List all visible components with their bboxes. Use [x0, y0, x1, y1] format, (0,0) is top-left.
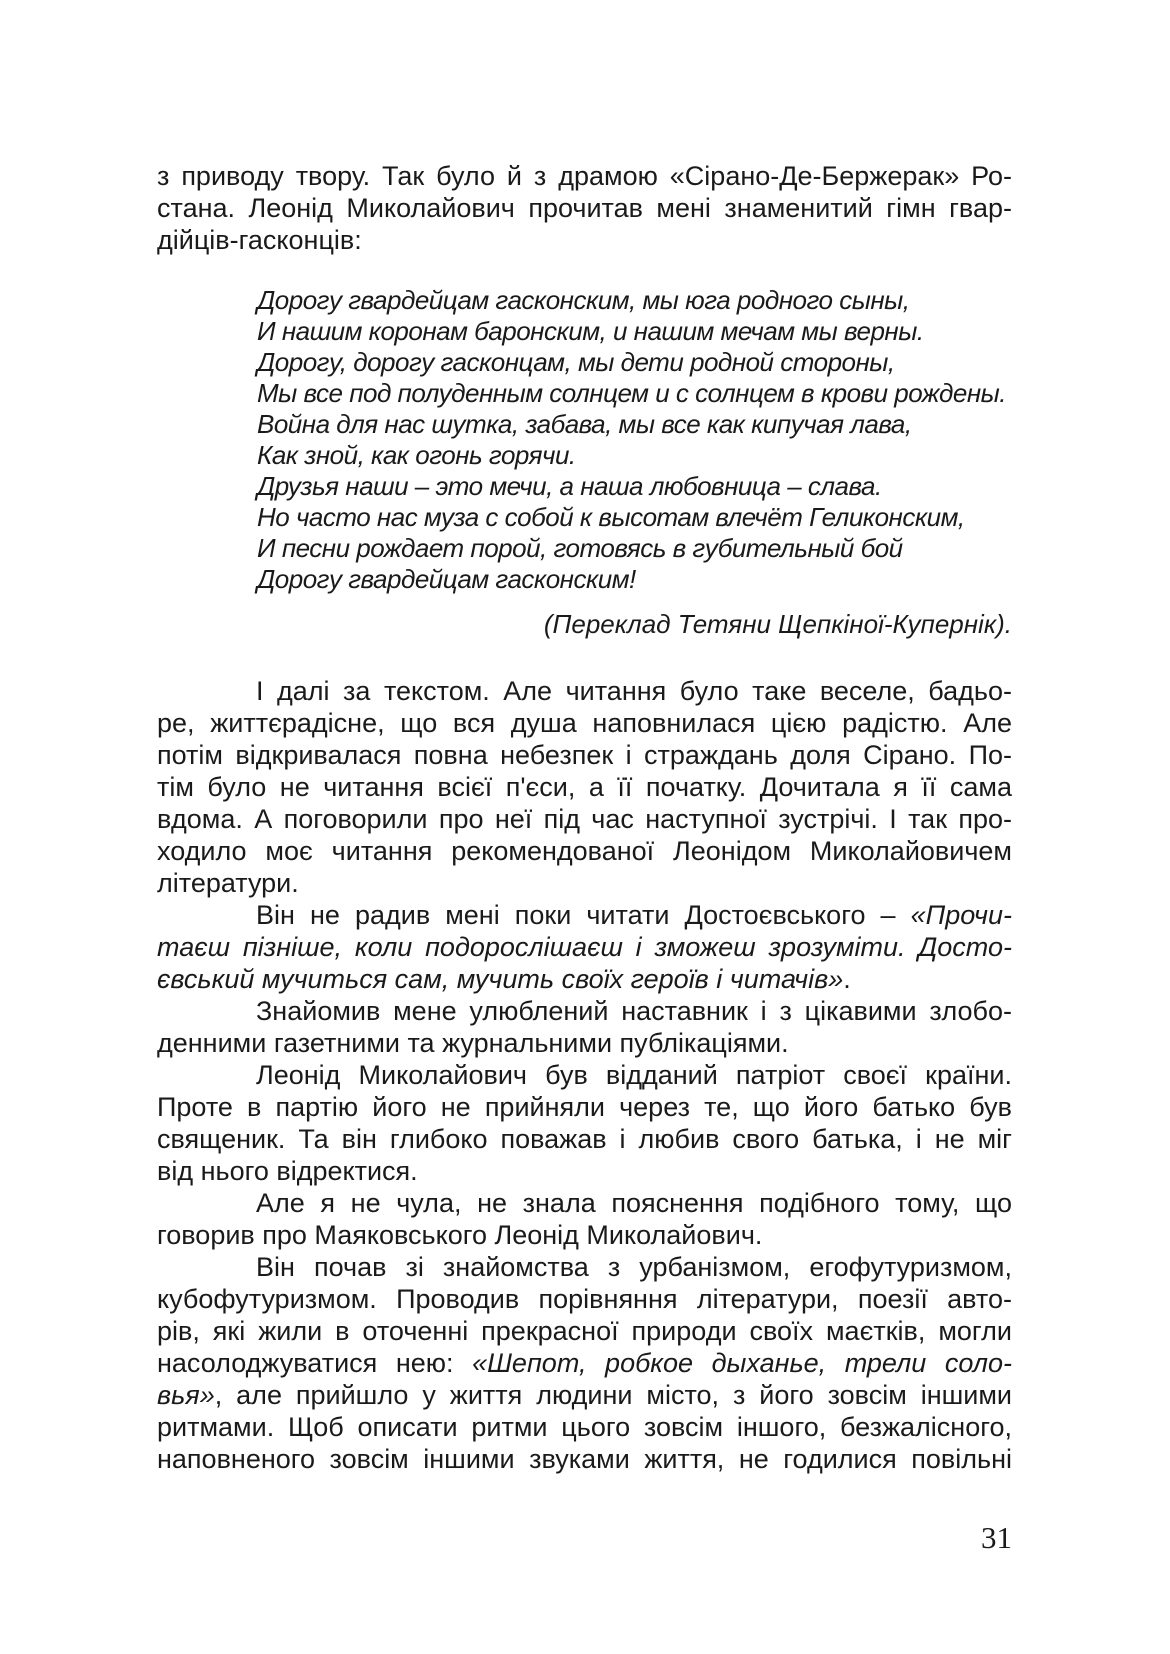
text-line — [157, 1027, 1012, 1059]
translation-attribution: (Переклад Тетяни Щепкіної-Купернік). — [543, 609, 1012, 639]
line-text: насолоджуватися нею: — [157, 1348, 473, 1378]
italic-quote: «Шепот, робкое дыханье, трели соло- — [472, 1348, 1012, 1378]
line-text: літератури. — [157, 868, 299, 898]
text-line: з приводу твору. Так було й з драмою «Сірано-Де-Бержерак» Ро- — [157, 161, 1012, 191]
line-text: тім було не читання всієї п'єси, а її початку. Дочитала я її сама — [157, 772, 1012, 802]
text-line — [157, 931, 1012, 963]
line-text: кубофутуризмом. Проводив порівняння літератури, поезії авто- — [157, 1284, 1012, 1314]
poem-quote — [257, 285, 1017, 595]
italic-quote: таєш пізніше, коли подорослішаєш і зможеш зрозуміти. Досто- — [157, 932, 1012, 962]
text-line — [157, 867, 1012, 899]
line-text: ре, життєрадісне, що вся душа наповнилася цією радістю. Але — [157, 708, 1012, 738]
line-text: Знайомив мене улюблений наставник і з цікавими злобо- — [256, 996, 1012, 1026]
intro-paragraph — [157, 160, 1012, 256]
text-line — [157, 1411, 1012, 1443]
text-line — [157, 963, 1012, 995]
line-text: Проте в партію його не прийняли через те, що його батько був — [157, 1092, 1012, 1122]
page-number: 31 — [981, 1520, 1012, 1555]
line-text: говорив про Маяковського Леонід Миколайович. — [157, 1220, 763, 1250]
text-line — [157, 899, 1012, 931]
line-text: Але я не чула, не знала пояснення подібного тому, що — [256, 1188, 1012, 1218]
line-text: священик. Та він глибоко поважав і любив свого батька, і не міг — [157, 1124, 1012, 1154]
text-line — [157, 1315, 1012, 1347]
italic-quote: євський мучиться сам, мучить своїх героїв і читачів» — [157, 964, 844, 994]
line-text: Леонід Миколайович був відданий патріот своєї країни. — [256, 1060, 1012, 1090]
text-line — [157, 835, 1012, 867]
body-text — [157, 675, 1012, 1475]
text-line — [157, 1059, 1012, 1091]
italic-quote: вья» — [157, 1380, 215, 1410]
text-line — [157, 1091, 1012, 1123]
line-text: рів, які жили в оточенні прекрасної природи своїх маєтків, могли — [157, 1316, 1012, 1346]
poem-verse: И песни рождает порой, готовясь в губительный бой — [257, 533, 903, 563]
line-text: денними газетними та журнальними публікаціями. — [157, 1028, 789, 1058]
italic-quote: «Прочи- — [910, 900, 1012, 930]
text-line — [157, 995, 1012, 1027]
text-line — [157, 803, 1012, 835]
text-line — [157, 1123, 1012, 1155]
line-text: Він не радив мені поки читати Достоєвського – — [256, 900, 911, 930]
line-text: ритмами. Щоб описати ритми цього зовсім іншого, безжалісного, — [157, 1412, 1012, 1442]
poem-verse: Дорогу, дорогу гасконцам, мы дети родной стороны, — [257, 347, 895, 377]
text-line — [157, 707, 1012, 739]
poem-verse: И нашим коронам баронским, и нашим мечам мы верны. — [257, 316, 924, 346]
line-text: ходило моє читання рекомендованої Леонідом Миколайовичем — [157, 836, 1012, 866]
text-line — [157, 1155, 1012, 1187]
text-line — [157, 1347, 1012, 1379]
line-text: від нього відректися. — [157, 1156, 418, 1186]
text-line — [157, 1443, 1012, 1475]
poem-verse: Как зной, как огонь горячи. — [257, 440, 576, 470]
text-line: дійців-гасконців: — [157, 225, 362, 255]
poem-verse: Мы все под полуденным солнцем и с солнцем в крови рождены. — [257, 378, 1007, 408]
poem-verse: Война для нас шутка, забава, мы все как кипучая лава, — [257, 409, 912, 439]
text-line — [157, 1379, 1012, 1411]
poem-verse: Друзья наши – это мечи, а наша любовница – слава. — [257, 471, 882, 501]
line-text: потім відкривалася повна небезпек і страждань доля Сірано. По- — [157, 740, 1012, 770]
line-text: І далі за текстом. Але читання було таке веселе, бадьо- — [256, 676, 1012, 706]
text-line: стана. Леонід Миколайович прочитав мені знаменитий гімн гвар- — [157, 193, 1012, 223]
text-line — [157, 1219, 1012, 1251]
text-line — [157, 1187, 1012, 1219]
line-text: Він почав зі знайомства з урбанізмом, егофутуризмом, — [256, 1252, 1012, 1282]
text-line — [157, 739, 1012, 771]
poem-verse: Дорогу гвардейцам гасконским, мы юга родного сыны, — [257, 285, 910, 315]
poem-verse: Дорогу гвардейцам гасконским! — [257, 564, 636, 594]
text-line — [157, 675, 1012, 707]
text-line — [157, 1251, 1012, 1283]
poem-verse: Но часто нас муза с собой к высотам влечёт Геликонским, — [257, 502, 965, 532]
line-text: , але прийшло у життя людини місто, з його зовсім іншими — [214, 1380, 1012, 1410]
line-text: . — [843, 964, 851, 994]
text-line — [157, 771, 1012, 803]
line-text: наповненого зовсім іншими звуками життя, не годилися повільні — [157, 1444, 1012, 1474]
line-text: вдома. А поговорили про неї під час наступної зустрічі. І так про- — [157, 804, 1012, 834]
text-line — [157, 1283, 1012, 1315]
